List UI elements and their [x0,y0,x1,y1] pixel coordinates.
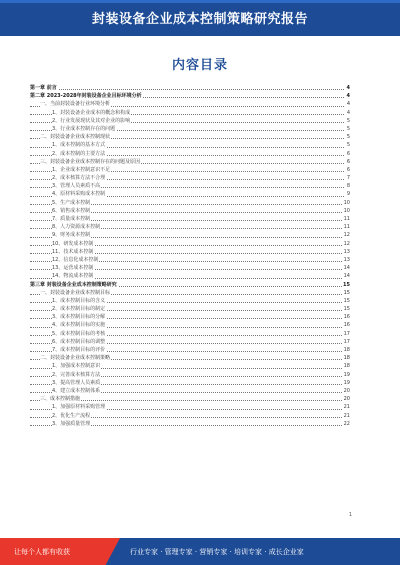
toc-entry-page: 5 [346,134,350,141]
report-title: 封装设备企业成本控制策略研究报告 [91,12,308,27]
toc-entry[interactable] [30,412,350,420]
toc-entry[interactable] [30,395,350,403]
toc-entry-label: 9、财务成本控制 [52,232,91,239]
toc-entry-label: 10、研发成本控制 [52,240,94,247]
toc-entry-page: 13 [343,248,350,255]
toc-entry[interactable] [30,207,350,215]
toc-entry-page: 8 [346,183,350,190]
toc-entry-label: 1、成本控制的基本方式 [52,142,106,149]
toc-entry-page: 20 [343,396,350,403]
toc-entry-label: 2、成本控制目标的制定 [52,306,106,313]
toc-entry-label: 4、成本控制目标的实施 [52,322,106,329]
toc-entry-label: 7、成本控制目标的评价 [52,347,106,353]
toc-entry-label: 5、成本控制目标的考核 [52,330,106,337]
toc-entry[interactable] [30,313,350,321]
toc-entry-label: 3、行业成本控制存在的问题 [52,125,116,132]
toc-entry[interactable] [30,354,350,362]
toc-entry-label: 2、成本核算方法不合理 [52,175,106,182]
toc-entry-label: 5、生产成本控制 [52,199,91,206]
toc-entry[interactable] [30,297,350,305]
toc-entry-label: 4、原材料采购成本控制 [52,191,106,198]
toc-entry-page: 21 [343,412,350,419]
toc-entry-label: 三、封装设备企业成本控制存在的问题及原因 [40,158,141,165]
toc-entry[interactable] [30,403,350,411]
toc-entry-page: 5 [346,125,350,132]
toc-entry[interactable] [30,248,350,256]
toc-entry[interactable] [30,182,350,190]
toc-entry-page: 12 [343,232,350,239]
toc-entry-label: 3、管理人员素质不高 [52,183,101,190]
table-of-contents [30,84,350,428]
toc-entry-page: 10 [343,199,350,206]
toc-entry-page: 10 [343,207,350,214]
toc-entry-label: 三、成本控制措施 [40,396,81,403]
toc-entry-page: 16 [343,322,350,329]
toc-entry[interactable] [30,231,350,239]
toc-leader-dots [30,89,344,90]
toc-entry[interactable] [30,330,350,338]
toc-entry[interactable] [30,117,350,125]
toc-entry-page: 11 [343,224,350,231]
toc-entry-page: 5 [346,117,350,124]
toc-entry-label: 12、信息化成本控制 [52,256,99,263]
toc-entry-page: 6 [346,166,350,173]
toc-entry-page: 4 [346,85,350,91]
toc-entry-page: 22 [343,420,350,427]
header-stripe [0,0,400,3]
toc-entry[interactable] [30,199,350,207]
toc-entry[interactable] [30,190,350,198]
toc-entry[interactable] [30,84,350,92]
toc-entry-label: 3、提高管理人员素质 [52,379,101,386]
toc-entry[interactable] [30,420,350,428]
toc-entry-label: 第三章 封装设备企业成本控制策略研究 [30,281,117,288]
toc-entry-page: 17 [343,338,350,345]
toc-entry-page: 16 [343,314,350,321]
toc-entry[interactable] [30,264,350,272]
toc-entry[interactable] [30,100,350,108]
toc-entry-page: 20 [343,387,350,394]
toc-entry[interactable] [30,174,350,182]
toc-entry-label: 13、运营成本控制 [52,265,94,272]
toc-entry[interactable] [30,223,350,231]
toc-entry-page: 13 [343,256,350,263]
footer-slogan: 让每个人都有收获 [14,548,70,556]
toc-entry-label: 6、成本控制目标的调整 [52,338,106,345]
toc-entry-page: 17 [343,330,350,337]
toc-entry[interactable] [30,150,350,158]
toc-entry-label: 3、成本控制目标的分解 [52,314,106,321]
toc-entry-label: 6、销售成本控制 [52,207,91,214]
toc-entry-label: 一、当前封装设备行业环境分析 [40,101,111,108]
toc-entry-label: 二、封装设备企业成本控制策略 [40,355,111,362]
toc-entry-page: 12 [343,240,350,247]
toc-entry-label: 7、质量成本控制 [52,216,91,222]
toc-entry-label: 4、建立成本控制体系 [52,387,101,394]
toc-entry-label: 1、封装设备企业成本的概念和构成 [52,109,131,116]
toc-entry-page: 14 [343,273,350,280]
toc-entry-label: 1、企业成本控制意识不足 [52,166,111,173]
toc-entry-label: 11、技术成本控制 [52,248,94,255]
toc-entry-page: 18 [343,347,350,353]
toc-entry-label: 2、成本控制的主要方法 [52,150,106,157]
toc-entry[interactable] [30,379,350,387]
toc-entry-label: 二、封装设备企业成本控制现状 [40,134,111,141]
toc-entry-label: 8、人力资源成本控制 [52,224,101,231]
toc-entry-label: 2、完善成本核算方法 [52,371,101,378]
toc-entry-label: 第二章 2023-2028年封装设备企业目标环境分析 [30,93,142,100]
toc-entry[interactable] [30,289,350,297]
toc-entry[interactable] [30,272,350,280]
toc-entry-label: 1、加强成本控制意识 [52,363,101,370]
footer-tagline: 行业专家 · 管理专家 · 营销专家 · 培训专家 · 成长企业家 [130,548,304,556]
toc-entry[interactable] [30,141,350,149]
toc-entry-label: 1、成本控制目标的含义 [52,297,106,304]
toc-entry[interactable] [30,240,350,248]
toc-entry-page: 11 [343,216,350,222]
toc-entry-label: 14、物流成本控制 [52,273,94,280]
toc-entry-page: 15 [343,306,350,313]
toc-entry[interactable] [30,109,350,117]
toc-entry-page: 19 [343,371,350,378]
toc-entry-page: 21 [343,404,350,411]
toc-entry[interactable] [30,281,350,289]
toc-entry-page: 18 [343,355,350,362]
toc-entry[interactable] [30,387,350,395]
toc-entry-page: 5 [346,142,350,149]
toc-entry[interactable] [30,125,350,133]
toc-entry[interactable] [30,166,350,174]
toc-entry-label: 2、优化生产流程 [52,412,91,419]
toc-entry[interactable] [30,256,350,264]
toc-entry-page: 4 [346,109,350,116]
toc-entry[interactable] [30,338,350,346]
toc-entry[interactable] [30,362,350,370]
toc-entry-page: 6 [346,158,350,165]
toc-heading: 内容目录 [171,58,228,73]
toc-entry[interactable] [30,92,350,100]
toc-entry[interactable] [30,321,350,329]
page-number: 1 [348,512,352,518]
toc-entry-page: 15 [343,289,350,296]
toc-entry-label: 1、加强原材料采购管理 [52,404,106,411]
toc-entry-label: 3、加强质量管理 [52,420,91,427]
toc-entry[interactable] [30,215,350,223]
toc-entry-page: 9 [346,191,350,198]
toc-entry[interactable] [30,371,350,379]
toc-entry-label: 第一章 前言 [30,85,57,91]
toc-entry[interactable] [30,133,350,141]
toc-entry-page: 4 [346,101,350,108]
toc-entry-page: 4 [346,93,350,100]
toc-entry-page: 15 [343,297,350,304]
toc-entry-page: 6 [346,150,350,157]
toc-entry-page: 14 [343,265,350,272]
toc-entry-label: 一、封装设备企业成本控制目标 [40,289,111,296]
toc-entry[interactable] [30,158,350,166]
toc-entry-page: 7 [346,175,350,182]
toc-entry-page: 18 [343,363,350,370]
toc-entry-label: 2、行业发展现状及其对企业的影响 [52,117,131,124]
toc-entry[interactable] [30,305,350,313]
toc-entry-page: 15 [343,281,350,288]
toc-entry-page: 19 [343,379,350,386]
toc-entry[interactable] [30,346,350,354]
